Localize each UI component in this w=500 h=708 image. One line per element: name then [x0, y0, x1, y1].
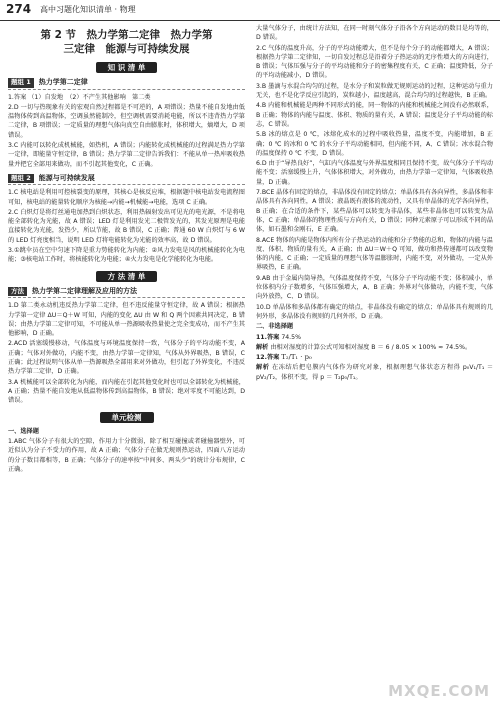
explanation-12: 解析 在冻结后把皂膜内气体作为研究对象，根据理想气体状态方程得 p₀V₁/T₁ ＝ pV₂/T₂，体积不变，得 p ＝ T₂p₀/T₁。: [256, 364, 494, 381]
watermark: MXQE.COM: [388, 682, 490, 700]
page-header: [0, 0, 500, 21]
part-title: 二、非选择题: [256, 323, 294, 331]
answer-line: 2.ACD 活塞缓慢移动，气体温度与环境温度保持一致，气体分子的平均动能不变，A 正确；气体对外做功，内能不变，由热力学第一定律知，气体从外界吸热，B 错误，C 正确；此过程说明气体从单一热源吸热全部用来对外做功，但引起了外界变化，不违反热力学第二定律，D 正确。: [8, 340, 245, 376]
answer-line: 9.AB 由于金属内筒导热，气体温度保持不变，气体分子平均动能不变；体积减小，单位体积内分子数增多，气体压强增大，A、B 正确；外界对气体做功，内能不变，气体向外放热，C、D 错误。: [256, 274, 493, 301]
answer-line: 7.BCE 晶体有固定的熔点，非晶体没有固定的熔点；单晶体具有各向异性，多晶体和非晶体具有各向同性，A 错误；液晶既有液体的流动性，又具有单晶体的光学各向异性，B 正确；在合适的条件下，某些晶体可以转变为非晶体，某些非晶体也可以转变为晶体，C 正确；单晶体的物理性质与方向有关，D 错误；同种元素原子可以形成不同的晶体，如石墨和金刚石，E 正确。: [256, 189, 493, 234]
book-title: 高中习题化知识清单 · 物理: [40, 5, 136, 14]
answer-line: 1.ABC 气体分子有很大的空隙，作用力十分微弱，除了相互碰撞或者碰撞器壁外，可近似认为分子不受力的作用，故 A 正确；气体分子在做无规则热运动，四面八方运动的分子数目都相等，B 正确；气体分子的速率按“中间多、两头少”的统计分布规律，C 正确。: [8, 438, 245, 473]
section-heading: 题组 1 热力学第二定律: [8, 78, 245, 89]
chapter-title: 第 2 节 热力学第二定律 热力学第 三定律 能源与可持续发展: [40, 29, 213, 55]
answer-line: 6.D 由于“导热良好”，气缸内气体温度与外界温度相同且保持不变，故气体分子平均动能不变；活塞缓慢上升，气体体积增大，对外做功，由热力学第一定律知，气体吸收热量，D 正确。: [256, 160, 493, 186]
section-heading: 方法 热力学第二定律理解及应用的方法: [8, 287, 245, 298]
answer-line: 5.B 冰的熔点是 0 ℃，冰熔化成水的过程中吸收热量，温度不变，内能增加，B 正确；0 ℃ 的冰和 0 ℃ 的水分子平均动能相同，但内能不同，A、C 错误；冰水混合物的温度保持 0 ℃ 不变，D 错误。: [256, 131, 493, 157]
knowledge-banner: 知 识 清 单: [8, 62, 245, 73]
answer-line: 大量气体分子，由统计方法知，在同一时刻气体分子沿各个方向运动的数目是均等的，D 错误。: [256, 25, 493, 42]
answer-line: 3.C 内能可以转化成机械能，如热机，A 错误；内能转化成机械能的过程满足热力学第一定律，即能量守恒定律，B 错误；热力学第二定律告诉我们：不能从单一热库吸收热量并把它全部用来做功，而不引起其他变化，C 正确。: [8, 142, 245, 168]
answer-line: 1.D 第二类永动机违反热力学第二定律，但不违反能量守恒定律，故 A 错误；根据热力学第一定律 ΔU＝Q＋W 可知，内能的变化 ΔU 由 W 和 Q 两个因素共同决定，B 错误；由热力学第二定律可知，不可能从单一热源吸收热量使之完全变成功，而不产生其他影响，D 正确。: [8, 302, 245, 338]
answer-line: 3.A 机械能可以全部转化为内能，而内能在引起其他变化时也可以全部转化为机械能，A 正确；热量不能自发地从低温物体传到高温物体，B 错误；绝对零度不可能达到，D 错误。: [8, 378, 245, 405]
answer-line: 2.C 白炽灯是将灯丝通电加热到白炽状态，利用热辐射发出可见光的电光源，不是将电能全部转化为光能，故 A 错误；LED 灯是利用发光二极管发光的，其发光原理是电能直接转化为光能，发热少，所以节能，故 B 错误，C 正确；普通 60 W 白炽灯与 6 W 的 LED 灯亮度相当，说明 LED 灯将电能转化为光能的效率高，故 D 错误。: [8, 208, 245, 244]
section-tag: 方法: [8, 287, 27, 296]
answer-line: 10.D 单晶体和多晶体都有确定的熔点，非晶体没有确定的熔点；单晶体具有规则的几何外形，多晶体没有规则的几何外形，D 正确。: [256, 303, 493, 320]
answer-line: 3.①跳伞员在空中匀速下降是重力势能转化为内能；②风力发电是风的机械能转化为电能；③核电站工作时，将核能转化为电能；④火力发电是化学能转化为电能。: [8, 247, 245, 264]
answer-12: 12.答案 T₂/T₁ · p₀: [256, 353, 312, 362]
answer-line: 4.B 内能和机械能是两种不同形式的能，同一物体的内能和机械能之间没有必然联系，B 正确；物体的内能与温度、体积、物质的量有关，A 错误；温度是分子平均动能的标志，C 错误。: [256, 102, 493, 128]
section-tag: 题组 2: [8, 174, 34, 183]
part-title: 一、选择题: [8, 427, 39, 435]
answer-line: 2.C 气体的温度升高，分子的平均动能增大，但不是每个分子的动能都增大，A 错误；根据热力学第二定律知，一切自发过程总是沿着分子热运动的无序性增大的方向进行，B 错误；气体压强与分子的平均动能和分子的密集程度有关，C 正确；温度降低，分子的平均动能减小，D 错误。: [256, 44, 493, 80]
answer-line: 3.B 墨滴与水混合均匀的过程，是水分子和炭粒做无规则运动的过程，这种运动与重力无关，也不是化学反应引起的，炭粒越小，温度越高，混合均匀的过程越快，B 正确。: [256, 82, 493, 100]
unit-test-banner: 单元检测: [8, 412, 245, 423]
answer-line: 1.答案 （1）自发地 （2）不产生其他影响 第二类: [8, 93, 151, 101]
left-column: [8, 24, 245, 475]
explanation-11: 解析 由相对湿度的计算公式可知相对湿度 B ＝ 6 / 8.05 × 100% ≈ 74.5%。: [256, 343, 472, 351]
answer-line: 8.ACE 物体的内能是物体内所有分子热运动的动能和分子势能的总和，物体的内能与温度、体积、物质的量有关，A 正确；由 ΔU＝W＋Q 可知，做功和热传递都可以改变物体的内能，C 正确；一定质量的理想气体等温膨胀时，内能不变，对外做功，一定从外界吸热，E 正确。: [256, 236, 493, 272]
section-tag: 题组 1: [8, 78, 34, 87]
answer-line: 1.C 核电站是利用可控核裂变的原理，其核心是核反应堆，根据题中核电站发电流程图可知，核电站的能量转化顺序为核能→内能→机械能→电能，选项 C 正确。: [8, 189, 245, 206]
right-column: [256, 24, 493, 383]
answer-11: 11.答案 74.5%: [256, 333, 301, 341]
page-number: 274: [6, 2, 32, 16]
method-banner: 方 法 清 单: [8, 271, 245, 282]
answer-line: 2.D 一切与热现象有关的宏观自然过程都是不可逆的，A 项错误；热量不能自发地由低温物体传到高温物体，空调虽然能制冷，但空调机需要消耗电能，所以不违背热力学第二定律，B 项错误；一定质量的理想气体向真空自由膨胀时，体积增大，熵增大，D 项错误。: [8, 103, 245, 139]
section-heading: 题组 2 能源与可持续发展: [8, 174, 245, 185]
